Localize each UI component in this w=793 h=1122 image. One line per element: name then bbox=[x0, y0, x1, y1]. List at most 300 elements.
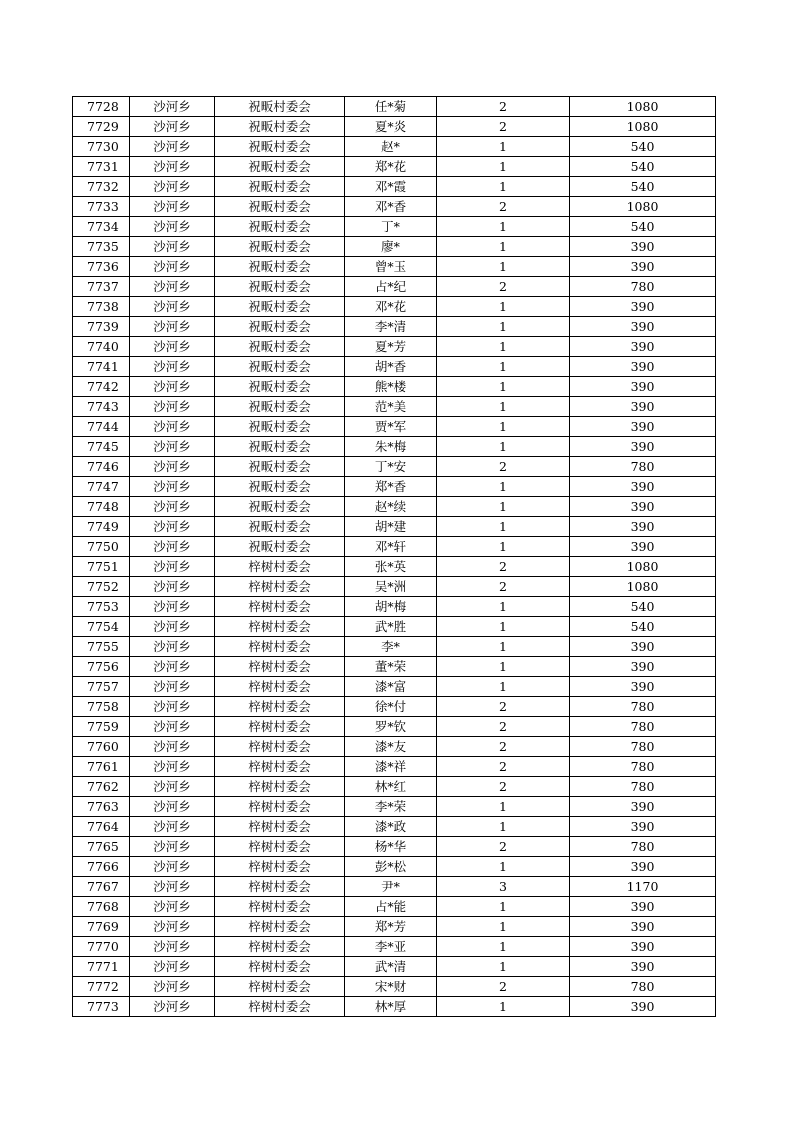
row-number-cell: 7749 bbox=[73, 517, 130, 537]
table-row bbox=[73, 377, 716, 397]
township-cell: 沙河乡 bbox=[130, 517, 215, 537]
village-committee-cell: 梓树村委会 bbox=[215, 877, 345, 897]
name-cell: 彭*松 bbox=[345, 857, 437, 877]
household-count-cell: 1 bbox=[437, 637, 570, 657]
name-cell: 董*荣 bbox=[345, 657, 437, 677]
name-cell: 丁*安 bbox=[345, 457, 437, 477]
table-row bbox=[73, 897, 716, 917]
township-cell: 沙河乡 bbox=[130, 157, 215, 177]
name-cell: 邓*花 bbox=[345, 297, 437, 317]
village-committee-cell: 祝畈村委会 bbox=[215, 357, 345, 377]
village-committee-cell: 祝畈村委会 bbox=[215, 497, 345, 517]
row-number-cell: 7753 bbox=[73, 597, 130, 617]
village-committee-cell: 祝畈村委会 bbox=[215, 97, 345, 117]
village-committee-cell: 祝畈村委会 bbox=[215, 217, 345, 237]
household-count-cell: 1 bbox=[437, 477, 570, 497]
table-row bbox=[73, 997, 716, 1017]
table-row bbox=[73, 497, 716, 517]
village-committee-cell: 梓树村委会 bbox=[215, 597, 345, 617]
row-number-cell: 7768 bbox=[73, 897, 130, 917]
amount-cell: 540 bbox=[570, 617, 716, 637]
amount-cell: 390 bbox=[570, 237, 716, 257]
table-row bbox=[73, 617, 716, 637]
household-count-cell: 1 bbox=[437, 437, 570, 457]
table-row bbox=[73, 937, 716, 957]
amount-cell: 540 bbox=[570, 157, 716, 177]
name-cell: 宋*财 bbox=[345, 977, 437, 997]
name-cell: 丁* bbox=[345, 217, 437, 237]
row-number-cell: 7730 bbox=[73, 137, 130, 157]
household-count-cell: 2 bbox=[437, 977, 570, 997]
name-cell: 武*胜 bbox=[345, 617, 437, 637]
amount-cell: 1080 bbox=[570, 197, 716, 217]
table-row bbox=[73, 257, 716, 277]
household-count-cell: 2 bbox=[437, 737, 570, 757]
household-count-cell: 1 bbox=[437, 497, 570, 517]
name-cell: 林*红 bbox=[345, 777, 437, 797]
table-row bbox=[73, 177, 716, 197]
row-number-cell: 7771 bbox=[73, 957, 130, 977]
table-row bbox=[73, 637, 716, 657]
household-count-cell: 2 bbox=[437, 557, 570, 577]
amount-cell: 390 bbox=[570, 917, 716, 937]
row-number-cell: 7765 bbox=[73, 837, 130, 857]
village-committee-cell: 祝畈村委会 bbox=[215, 237, 345, 257]
township-cell: 沙河乡 bbox=[130, 697, 215, 717]
household-count-cell: 2 bbox=[437, 117, 570, 137]
household-count-cell: 2 bbox=[437, 837, 570, 857]
village-committee-cell: 祝畈村委会 bbox=[215, 317, 345, 337]
household-count-cell: 1 bbox=[437, 337, 570, 357]
name-cell: 漆*政 bbox=[345, 817, 437, 837]
household-count-cell: 1 bbox=[437, 617, 570, 637]
village-committee-cell: 祝畈村委会 bbox=[215, 117, 345, 137]
village-committee-cell: 梓树村委会 bbox=[215, 677, 345, 697]
village-committee-cell: 祝畈村委会 bbox=[215, 337, 345, 357]
amount-cell: 390 bbox=[570, 897, 716, 917]
township-cell: 沙河乡 bbox=[130, 437, 215, 457]
name-cell: 漆*友 bbox=[345, 737, 437, 757]
amount-cell: 390 bbox=[570, 957, 716, 977]
village-committee-cell: 梓树村委会 bbox=[215, 697, 345, 717]
row-number-cell: 7762 bbox=[73, 777, 130, 797]
table-row bbox=[73, 597, 716, 617]
village-committee-cell: 祝畈村委会 bbox=[215, 477, 345, 497]
village-committee-cell: 梓树村委会 bbox=[215, 717, 345, 737]
table-row bbox=[73, 657, 716, 677]
table-row bbox=[73, 317, 716, 337]
name-cell: 李*清 bbox=[345, 317, 437, 337]
village-committee-cell: 梓树村委会 bbox=[215, 957, 345, 977]
village-committee-cell: 祝畈村委会 bbox=[215, 137, 345, 157]
amount-cell: 1170 bbox=[570, 877, 716, 897]
village-committee-cell: 祝畈村委会 bbox=[215, 437, 345, 457]
amount-cell: 390 bbox=[570, 297, 716, 317]
household-count-cell: 2 bbox=[437, 717, 570, 737]
row-number-cell: 7759 bbox=[73, 717, 130, 737]
amount-cell: 390 bbox=[570, 257, 716, 277]
household-count-cell: 2 bbox=[437, 697, 570, 717]
township-cell: 沙河乡 bbox=[130, 497, 215, 517]
amount-cell: 780 bbox=[570, 977, 716, 997]
subsidy-list-table bbox=[72, 96, 716, 1017]
village-committee-cell: 祝畈村委会 bbox=[215, 397, 345, 417]
name-cell: 胡*梅 bbox=[345, 597, 437, 617]
amount-cell: 780 bbox=[570, 737, 716, 757]
name-cell: 漆*富 bbox=[345, 677, 437, 697]
row-number-cell: 7752 bbox=[73, 577, 130, 597]
village-committee-cell: 祝畈村委会 bbox=[215, 377, 345, 397]
table-row bbox=[73, 977, 716, 997]
township-cell: 沙河乡 bbox=[130, 217, 215, 237]
village-committee-cell: 祝畈村委会 bbox=[215, 277, 345, 297]
village-committee-cell: 梓树村委会 bbox=[215, 777, 345, 797]
amount-cell: 390 bbox=[570, 317, 716, 337]
row-number-cell: 7746 bbox=[73, 457, 130, 477]
household-count-cell: 1 bbox=[437, 917, 570, 937]
village-committee-cell: 祝畈村委会 bbox=[215, 417, 345, 437]
amount-cell: 1080 bbox=[570, 117, 716, 137]
amount-cell: 540 bbox=[570, 177, 716, 197]
row-number-cell: 7743 bbox=[73, 397, 130, 417]
household-count-cell: 2 bbox=[437, 777, 570, 797]
township-cell: 沙河乡 bbox=[130, 317, 215, 337]
row-number-cell: 7756 bbox=[73, 657, 130, 677]
township-cell: 沙河乡 bbox=[130, 577, 215, 597]
row-number-cell: 7734 bbox=[73, 217, 130, 237]
township-cell: 沙河乡 bbox=[130, 977, 215, 997]
township-cell: 沙河乡 bbox=[130, 937, 215, 957]
township-cell: 沙河乡 bbox=[130, 877, 215, 897]
amount-cell: 1080 bbox=[570, 557, 716, 577]
name-cell: 夏*炎 bbox=[345, 117, 437, 137]
subsidy-list-table-container bbox=[72, 96, 715, 1017]
table-row bbox=[73, 697, 716, 717]
village-committee-cell: 梓树村委会 bbox=[215, 817, 345, 837]
township-cell: 沙河乡 bbox=[130, 357, 215, 377]
name-cell: 李* bbox=[345, 637, 437, 657]
table-row bbox=[73, 157, 716, 177]
name-cell: 郑*芳 bbox=[345, 917, 437, 937]
household-count-cell: 1 bbox=[437, 417, 570, 437]
name-cell: 廖* bbox=[345, 237, 437, 257]
amount-cell: 390 bbox=[570, 857, 716, 877]
row-number-cell: 7763 bbox=[73, 797, 130, 817]
row-number-cell: 7747 bbox=[73, 477, 130, 497]
table-row bbox=[73, 397, 716, 417]
table-row bbox=[73, 677, 716, 697]
township-cell: 沙河乡 bbox=[130, 97, 215, 117]
row-number-cell: 7755 bbox=[73, 637, 130, 657]
amount-cell: 390 bbox=[570, 637, 716, 657]
village-committee-cell: 祝畈村委会 bbox=[215, 297, 345, 317]
row-number-cell: 7757 bbox=[73, 677, 130, 697]
amount-cell: 390 bbox=[570, 397, 716, 417]
table-row bbox=[73, 297, 716, 317]
table-row bbox=[73, 837, 716, 857]
name-cell: 任*菊 bbox=[345, 97, 437, 117]
name-cell: 杨*华 bbox=[345, 837, 437, 857]
table-body bbox=[73, 97, 716, 1017]
amount-cell: 390 bbox=[570, 997, 716, 1017]
household-count-cell: 1 bbox=[437, 957, 570, 977]
township-cell: 沙河乡 bbox=[130, 717, 215, 737]
village-committee-cell: 梓树村委会 bbox=[215, 577, 345, 597]
village-committee-cell: 梓树村委会 bbox=[215, 937, 345, 957]
row-number-cell: 7773 bbox=[73, 997, 130, 1017]
row-number-cell: 7766 bbox=[73, 857, 130, 877]
township-cell: 沙河乡 bbox=[130, 237, 215, 257]
township-cell: 沙河乡 bbox=[130, 957, 215, 977]
amount-cell: 780 bbox=[570, 277, 716, 297]
row-number-cell: 7772 bbox=[73, 977, 130, 997]
household-count-cell: 1 bbox=[437, 537, 570, 557]
township-cell: 沙河乡 bbox=[130, 137, 215, 157]
village-committee-cell: 梓树村委会 bbox=[215, 757, 345, 777]
table-row bbox=[73, 197, 716, 217]
amount-cell: 390 bbox=[570, 537, 716, 557]
household-count-cell: 2 bbox=[437, 197, 570, 217]
township-cell: 沙河乡 bbox=[130, 117, 215, 137]
village-committee-cell: 梓树村委会 bbox=[215, 737, 345, 757]
name-cell: 赵* bbox=[345, 137, 437, 157]
row-number-cell: 7758 bbox=[73, 697, 130, 717]
name-cell: 朱*梅 bbox=[345, 437, 437, 457]
household-count-cell: 2 bbox=[437, 577, 570, 597]
township-cell: 沙河乡 bbox=[130, 737, 215, 757]
table-row bbox=[73, 917, 716, 937]
township-cell: 沙河乡 bbox=[130, 257, 215, 277]
name-cell: 贾*军 bbox=[345, 417, 437, 437]
township-cell: 沙河乡 bbox=[130, 597, 215, 617]
township-cell: 沙河乡 bbox=[130, 197, 215, 217]
row-number-cell: 7737 bbox=[73, 277, 130, 297]
table-row bbox=[73, 957, 716, 977]
township-cell: 沙河乡 bbox=[130, 677, 215, 697]
table-row bbox=[73, 437, 716, 457]
township-cell: 沙河乡 bbox=[130, 617, 215, 637]
name-cell: 熊*楼 bbox=[345, 377, 437, 397]
amount-cell: 390 bbox=[570, 357, 716, 377]
village-committee-cell: 祝畈村委会 bbox=[215, 457, 345, 477]
village-committee-cell: 祝畈村委会 bbox=[215, 177, 345, 197]
table-row bbox=[73, 537, 716, 557]
village-committee-cell: 梓树村委会 bbox=[215, 617, 345, 637]
village-committee-cell: 祝畈村委会 bbox=[215, 537, 345, 557]
township-cell: 沙河乡 bbox=[130, 477, 215, 497]
name-cell: 胡*建 bbox=[345, 517, 437, 537]
table-row bbox=[73, 877, 716, 897]
household-count-cell: 1 bbox=[437, 297, 570, 317]
amount-cell: 780 bbox=[570, 697, 716, 717]
name-cell: 郑*花 bbox=[345, 157, 437, 177]
household-count-cell: 1 bbox=[437, 217, 570, 237]
amount-cell: 390 bbox=[570, 417, 716, 437]
household-count-cell: 1 bbox=[437, 597, 570, 617]
village-committee-cell: 梓树村委会 bbox=[215, 637, 345, 657]
township-cell: 沙河乡 bbox=[130, 277, 215, 297]
amount-cell: 1080 bbox=[570, 577, 716, 597]
row-number-cell: 7764 bbox=[73, 817, 130, 837]
township-cell: 沙河乡 bbox=[130, 797, 215, 817]
township-cell: 沙河乡 bbox=[130, 857, 215, 877]
township-cell: 沙河乡 bbox=[130, 777, 215, 797]
township-cell: 沙河乡 bbox=[130, 337, 215, 357]
row-number-cell: 7761 bbox=[73, 757, 130, 777]
row-number-cell: 7740 bbox=[73, 337, 130, 357]
table-row bbox=[73, 577, 716, 597]
amount-cell: 1080 bbox=[570, 97, 716, 117]
table-row bbox=[73, 117, 716, 137]
name-cell: 吴*洲 bbox=[345, 577, 437, 597]
household-count-cell: 1 bbox=[437, 177, 570, 197]
table-row bbox=[73, 817, 716, 837]
household-count-cell: 1 bbox=[437, 657, 570, 677]
household-count-cell: 3 bbox=[437, 877, 570, 897]
household-count-cell: 1 bbox=[437, 317, 570, 337]
row-number-cell: 7770 bbox=[73, 937, 130, 957]
village-committee-cell: 祝畈村委会 bbox=[215, 517, 345, 537]
table-row bbox=[73, 217, 716, 237]
household-count-cell: 1 bbox=[437, 857, 570, 877]
township-cell: 沙河乡 bbox=[130, 537, 215, 557]
name-cell: 占*纪 bbox=[345, 277, 437, 297]
table-row bbox=[73, 97, 716, 117]
name-cell: 尹* bbox=[345, 877, 437, 897]
township-cell: 沙河乡 bbox=[130, 657, 215, 677]
table-row bbox=[73, 337, 716, 357]
row-number-cell: 7750 bbox=[73, 537, 130, 557]
table-row bbox=[73, 517, 716, 537]
amount-cell: 780 bbox=[570, 837, 716, 857]
household-count-cell: 1 bbox=[437, 517, 570, 537]
amount-cell: 390 bbox=[570, 497, 716, 517]
table-row bbox=[73, 457, 716, 477]
township-cell: 沙河乡 bbox=[130, 817, 215, 837]
township-cell: 沙河乡 bbox=[130, 917, 215, 937]
household-count-cell: 1 bbox=[437, 257, 570, 277]
row-number-cell: 7741 bbox=[73, 357, 130, 377]
township-cell: 沙河乡 bbox=[130, 837, 215, 857]
row-number-cell: 7729 bbox=[73, 117, 130, 137]
village-committee-cell: 梓树村委会 bbox=[215, 657, 345, 677]
amount-cell: 780 bbox=[570, 757, 716, 777]
row-number-cell: 7769 bbox=[73, 917, 130, 937]
township-cell: 沙河乡 bbox=[130, 377, 215, 397]
household-count-cell: 1 bbox=[437, 377, 570, 397]
name-cell: 赵*续 bbox=[345, 497, 437, 517]
row-number-cell: 7735 bbox=[73, 237, 130, 257]
township-cell: 沙河乡 bbox=[130, 297, 215, 317]
name-cell: 曾*玉 bbox=[345, 257, 437, 277]
name-cell: 邓*轩 bbox=[345, 537, 437, 557]
row-number-cell: 7744 bbox=[73, 417, 130, 437]
village-committee-cell: 梓树村委会 bbox=[215, 897, 345, 917]
village-committee-cell: 祝畈村委会 bbox=[215, 157, 345, 177]
village-committee-cell: 梓树村委会 bbox=[215, 557, 345, 577]
household-count-cell: 1 bbox=[437, 897, 570, 917]
table-row bbox=[73, 857, 716, 877]
village-committee-cell: 梓树村委会 bbox=[215, 797, 345, 817]
row-number-cell: 7733 bbox=[73, 197, 130, 217]
table-row bbox=[73, 137, 716, 157]
name-cell: 漆*祥 bbox=[345, 757, 437, 777]
household-count-cell: 1 bbox=[437, 817, 570, 837]
township-cell: 沙河乡 bbox=[130, 177, 215, 197]
amount-cell: 390 bbox=[570, 377, 716, 397]
name-cell: 胡*香 bbox=[345, 357, 437, 377]
name-cell: 张*英 bbox=[345, 557, 437, 577]
amount-cell: 780 bbox=[570, 457, 716, 477]
table-row bbox=[73, 757, 716, 777]
table-row bbox=[73, 237, 716, 257]
table-row bbox=[73, 477, 716, 497]
amount-cell: 780 bbox=[570, 717, 716, 737]
village-committee-cell: 祝畈村委会 bbox=[215, 197, 345, 217]
row-number-cell: 7731 bbox=[73, 157, 130, 177]
name-cell: 武*清 bbox=[345, 957, 437, 977]
household-count-cell: 2 bbox=[437, 457, 570, 477]
table-row bbox=[73, 277, 716, 297]
table-row bbox=[73, 357, 716, 377]
name-cell: 邓*霞 bbox=[345, 177, 437, 197]
amount-cell: 390 bbox=[570, 437, 716, 457]
amount-cell: 390 bbox=[570, 517, 716, 537]
amount-cell: 390 bbox=[570, 817, 716, 837]
table-row bbox=[73, 417, 716, 437]
row-number-cell: 7748 bbox=[73, 497, 130, 517]
row-number-cell: 7767 bbox=[73, 877, 130, 897]
village-committee-cell: 祝畈村委会 bbox=[215, 257, 345, 277]
village-committee-cell: 梓树村委会 bbox=[215, 977, 345, 997]
amount-cell: 390 bbox=[570, 657, 716, 677]
amount-cell: 540 bbox=[570, 217, 716, 237]
row-number-cell: 7754 bbox=[73, 617, 130, 637]
row-number-cell: 7728 bbox=[73, 97, 130, 117]
row-number-cell: 7745 bbox=[73, 437, 130, 457]
household-count-cell: 1 bbox=[437, 397, 570, 417]
township-cell: 沙河乡 bbox=[130, 397, 215, 417]
household-count-cell: 1 bbox=[437, 797, 570, 817]
table-row bbox=[73, 777, 716, 797]
amount-cell: 390 bbox=[570, 477, 716, 497]
row-number-cell: 7738 bbox=[73, 297, 130, 317]
household-count-cell: 1 bbox=[437, 357, 570, 377]
township-cell: 沙河乡 bbox=[130, 417, 215, 437]
township-cell: 沙河乡 bbox=[130, 557, 215, 577]
table-row bbox=[73, 557, 716, 577]
township-cell: 沙河乡 bbox=[130, 757, 215, 777]
household-count-cell: 1 bbox=[437, 677, 570, 697]
table-row bbox=[73, 737, 716, 757]
village-committee-cell: 梓树村委会 bbox=[215, 997, 345, 1017]
household-count-cell: 1 bbox=[437, 237, 570, 257]
name-cell: 范*美 bbox=[345, 397, 437, 417]
name-cell: 李*荣 bbox=[345, 797, 437, 817]
township-cell: 沙河乡 bbox=[130, 997, 215, 1017]
amount-cell: 540 bbox=[570, 137, 716, 157]
household-count-cell: 1 bbox=[437, 157, 570, 177]
village-committee-cell: 梓树村委会 bbox=[215, 857, 345, 877]
name-cell: 占*能 bbox=[345, 897, 437, 917]
household-count-cell: 1 bbox=[437, 997, 570, 1017]
row-number-cell: 7751 bbox=[73, 557, 130, 577]
village-committee-cell: 梓树村委会 bbox=[215, 917, 345, 937]
amount-cell: 390 bbox=[570, 677, 716, 697]
name-cell: 林*厚 bbox=[345, 997, 437, 1017]
table-row bbox=[73, 797, 716, 817]
row-number-cell: 7742 bbox=[73, 377, 130, 397]
